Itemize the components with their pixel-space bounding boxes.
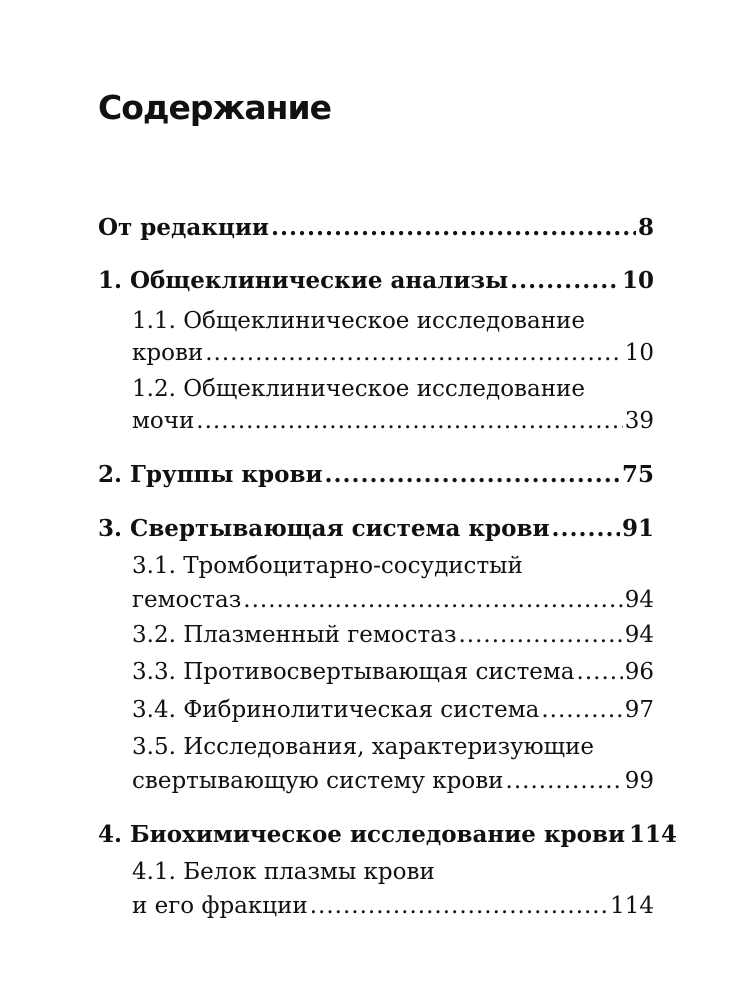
toc-entry-page: 94	[624, 622, 654, 648]
toc-entry-4-1[interactable]	[132, 891, 654, 921]
dot-leader	[205, 338, 622, 368]
toc-entry-1-1-title[interactable]: 1.1. Общеклиническое исследование	[132, 308, 585, 334]
toc-entry-page: 75	[621, 461, 654, 488]
toc-entry-label: гемостаз	[132, 587, 242, 613]
toc-entry-3-5-title[interactable]: 3.5. Исследования, характеризующие	[132, 734, 595, 760]
toc-entry-page: 10	[624, 340, 654, 366]
dot-leader	[541, 695, 622, 725]
toc-entry-page: 91	[621, 515, 654, 542]
toc-entry-label: и его фракции	[132, 893, 308, 919]
toc-entry-1-2[interactable]	[132, 406, 654, 436]
toc-entry-label: крови	[132, 340, 204, 366]
page-title: Содержание	[98, 88, 331, 127]
toc-entry-label: 3.3. Противосвертывающая система	[132, 659, 575, 685]
toc-entry-3-1[interactable]	[132, 585, 654, 615]
toc-entry-editorial[interactable]	[98, 213, 654, 243]
toc-entry-chapter-4[interactable]	[98, 820, 678, 850]
dot-leader	[196, 406, 622, 436]
dot-leader	[310, 891, 608, 921]
toc-entry-3-5[interactable]	[132, 766, 654, 796]
toc-entry-label: 3.4. Фибринолитическая система	[132, 697, 540, 723]
toc-entry-label: 1. Общеклинические анализы	[98, 267, 509, 294]
dot-leader	[271, 213, 636, 243]
toc-entry-1-1[interactable]	[132, 338, 654, 368]
toc-entry-3-2[interactable]	[132, 620, 654, 650]
toc-entry-label: 2. Группы крови	[98, 461, 323, 488]
toc-entry-3-3[interactable]	[132, 657, 654, 687]
toc-entry-3-4[interactable]	[132, 695, 654, 725]
toc-entry-chapter-1[interactable]	[98, 266, 654, 296]
toc-entry-label: От редакции	[98, 214, 269, 241]
toc-entry-page: 10	[621, 267, 654, 294]
toc-entry-4-1-title[interactable]: 4.1. Белок плазмы крови	[132, 859, 435, 885]
toc-entry-page: 39	[624, 408, 654, 434]
dot-leader	[510, 266, 620, 296]
toc-entry-page: 114	[629, 821, 678, 848]
toc-entry-label: 4. Биохимическое исследование крови	[98, 821, 626, 848]
dot-leader	[325, 460, 620, 490]
toc-entry-label: 3. Свертывающая система крови	[98, 515, 550, 542]
dot-leader	[552, 514, 620, 544]
toc-entry-3-1-title[interactable]: 3.1. Тромбоцитарно-сосудистый	[132, 553, 523, 579]
toc-entry-page: 96	[624, 659, 654, 685]
toc-entry-label: 3.2. Плазменный гемостаз	[132, 622, 457, 648]
toc-entry-page: 94	[624, 587, 654, 613]
toc-entry-label: свертывающую систему крови	[132, 768, 504, 794]
toc-entry-1-2-title[interactable]: 1.2. Общеклиническое исследование	[132, 376, 585, 402]
toc-entry-chapter-3[interactable]	[98, 514, 654, 544]
toc-entry-page: 8	[637, 214, 654, 241]
dot-leader	[459, 620, 623, 650]
dot-leader	[243, 585, 622, 615]
toc-entry-label: мочи	[132, 408, 195, 434]
toc-entry-chapter-2[interactable]	[98, 460, 654, 490]
toc-entry-page: 97	[624, 697, 654, 723]
dot-leader	[506, 766, 623, 796]
dot-leader	[577, 657, 623, 687]
toc-entry-page: 99	[624, 768, 654, 794]
toc-entry-page: 114	[610, 893, 654, 919]
